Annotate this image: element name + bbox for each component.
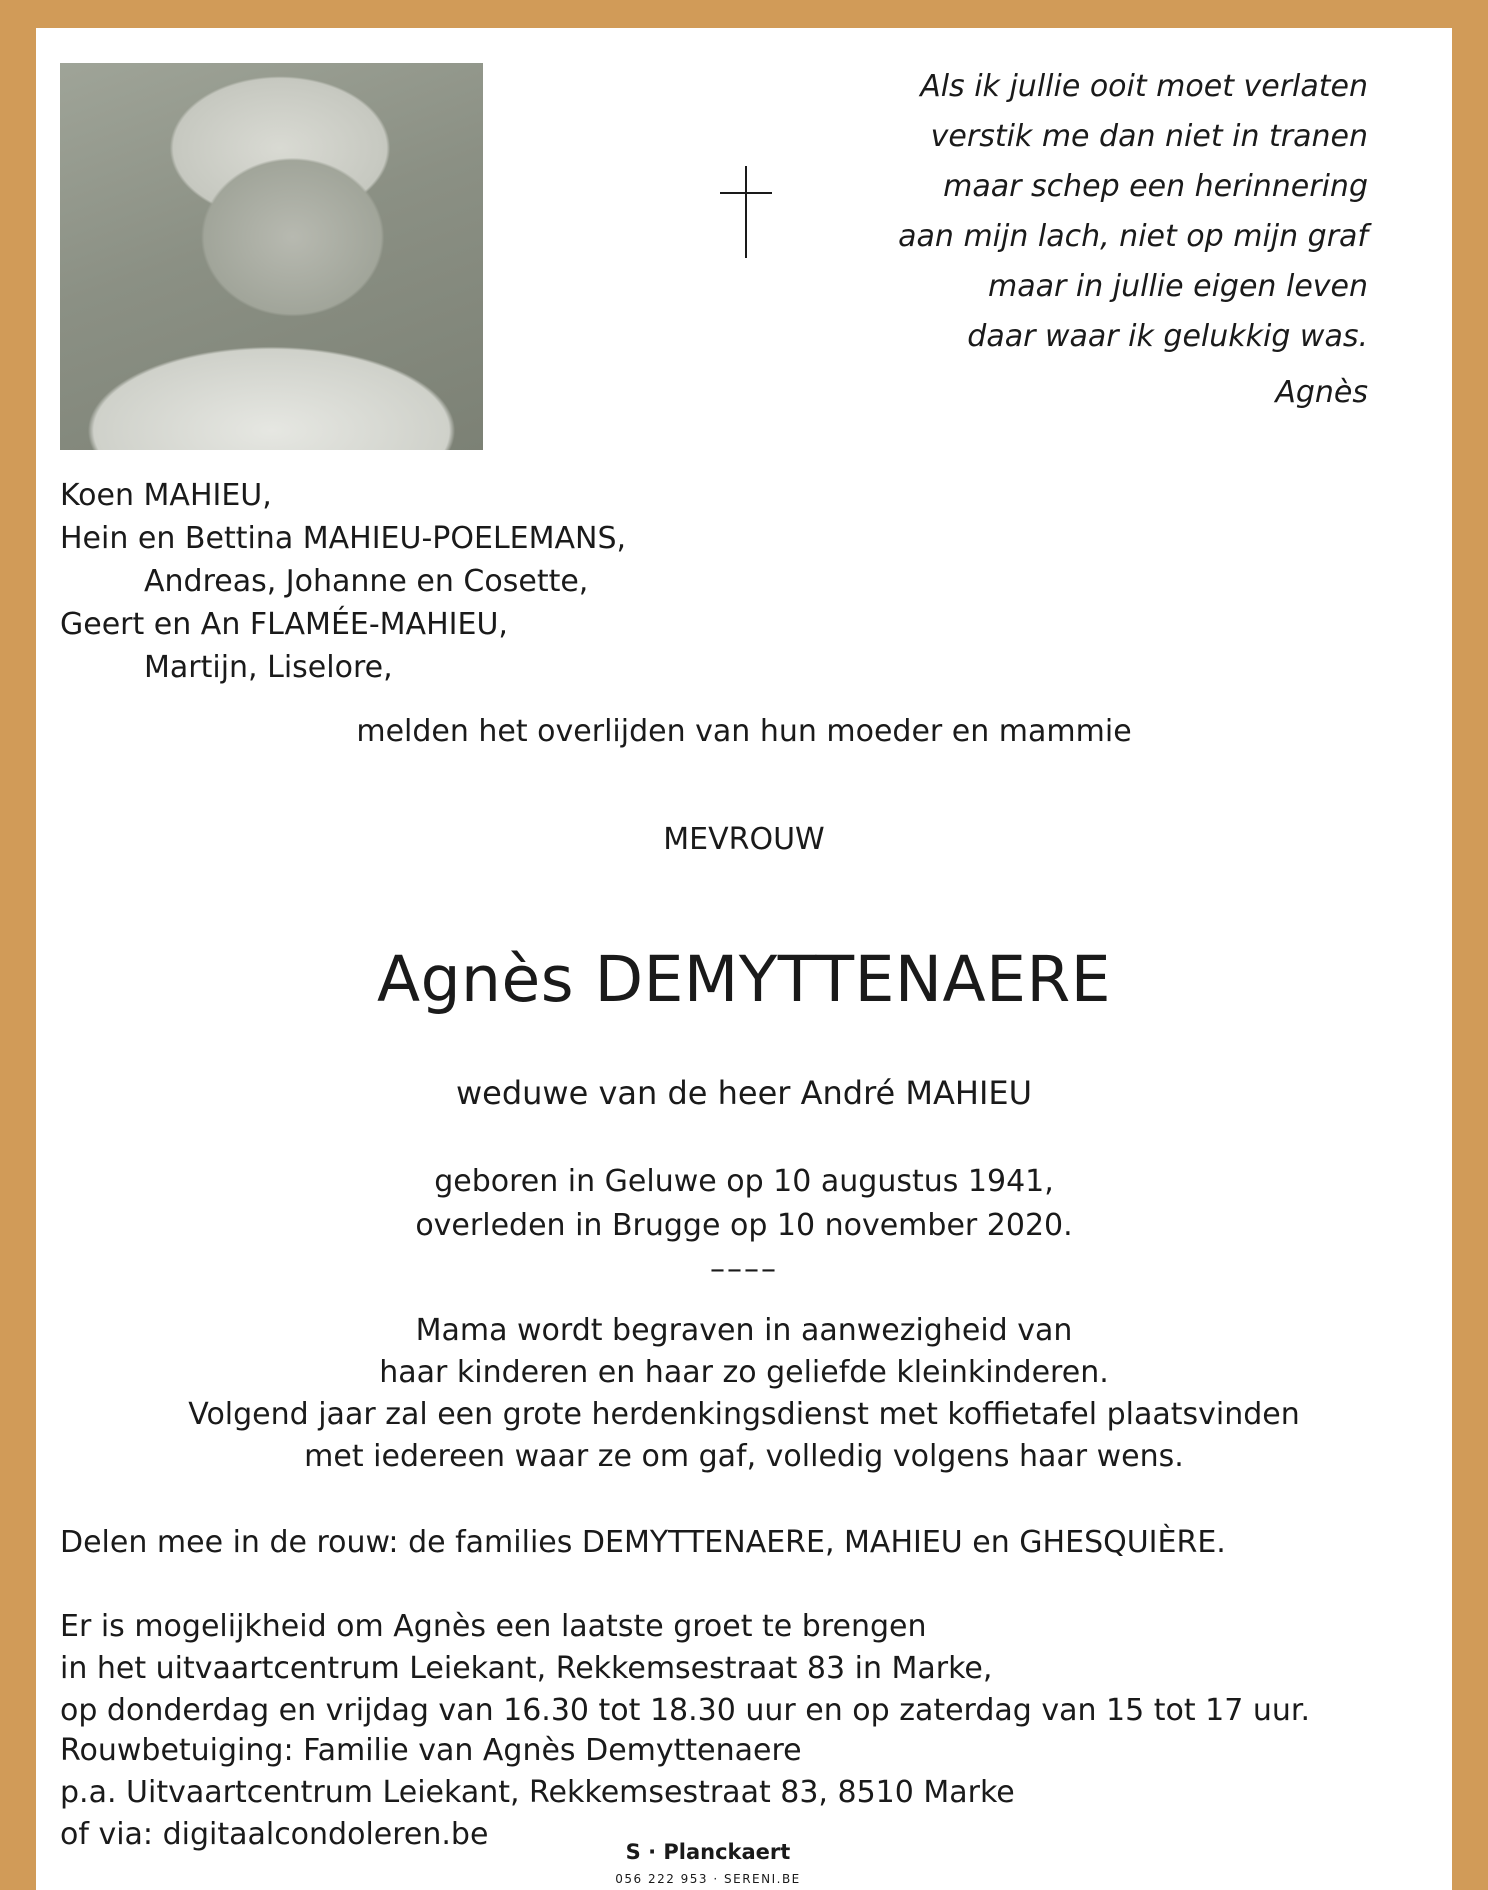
condolence-line: Rouwbetuiging: Familie van Agnès Demyttenaere (60, 1733, 802, 1768)
birth-date: geboren in Geluwe op 10 augustus 1941, (434, 1164, 1054, 1199)
life-dates (36, 1160, 1452, 1248)
poem-line: verstik me dan niet in tranen (930, 119, 1368, 154)
poem-line: daar waar ik gelukkig was. (967, 319, 1368, 354)
obituary-card (36, 28, 1452, 1890)
deceased-name: Agnès DEMYTTENAERE (376, 943, 1112, 1016)
condolence-line: p.a. Uitvaartcentrum Leiekant, Rekkemsestraat 83, 8510 Marke (60, 1775, 1015, 1810)
cross-icon (720, 166, 772, 258)
funeral-line: Mama wordt begraven in aanwezigheid van (415, 1313, 1073, 1348)
visitation-line: Er is mogelijkheid om Agnès een laatste groet te brengen (60, 1609, 927, 1644)
family-member: Koen MAHIEU, (60, 478, 272, 513)
visitation-line: in het uitvaartcentrum Leiekant, Rekkemsestraat 83 in Marke, (60, 1651, 993, 1686)
portrait-photo (60, 63, 483, 450)
funeral-line: Volgend jaar zal een grote herdenkingsdienst met koffietafel plaatsvinden (188, 1397, 1300, 1432)
family-member: Hein en Bettina MAHIEU-POELEMANS, (60, 521, 627, 556)
death-date: overleden in Brugge op 10 november 2020. (415, 1208, 1073, 1243)
funeral-line: haar kinderen en haar zo geliefde kleinkinderen. (379, 1355, 1109, 1390)
mourning-families: Delen mee in de rouw: de families DEMYTTENAERE, MAHIEU en GHESQUIÈRE. (60, 1525, 1226, 1560)
condolences-info (60, 1730, 1015, 1856)
poem-line: maar in jullie eigen leven (988, 269, 1368, 304)
poem-line: maar schep een herinnering (943, 169, 1368, 204)
funeral-home-footer (530, 1839, 886, 1890)
funeral-home-contact: 056 222 953 · SERENI.BE (615, 1872, 801, 1886)
honorific-title: MEVROUW (663, 822, 825, 857)
poem-line: Als ik jullie ooit moet verlaten (920, 69, 1368, 104)
funeral-home-logo: S · Planckaert (625, 1840, 791, 1864)
family-member: Martijn, Liselore, (144, 650, 393, 685)
poem-line: aan mijn lach, niet op mijn graf (898, 219, 1368, 254)
condolence-line: of via: digitaalcondoleren.be (60, 1817, 489, 1852)
family-list (60, 474, 626, 689)
visitation-info (60, 1606, 1310, 1732)
funeral-line: met iedereen waar ze om gaf, volledig volgens haar wens. (304, 1439, 1184, 1474)
family-member: Geert en An FLAMÉE-MAHIEU, (60, 607, 508, 642)
separator: –––– (710, 1252, 778, 1287)
poem (898, 62, 1368, 418)
funeral-text (36, 1310, 1452, 1478)
widow-of: weduwe van de heer André MAHIEU (455, 1074, 1033, 1112)
poem-author: Agnès (1275, 375, 1368, 410)
family-member: Andreas, Johanne en Cosette, (144, 564, 589, 599)
announcement: melden het overlijden van hun moeder en mammie (356, 714, 1132, 749)
visitation-line: op donderdag en vrijdag van 16.30 tot 18.30 uur en op zaterdag van 15 tot 17 uur. (60, 1693, 1311, 1728)
